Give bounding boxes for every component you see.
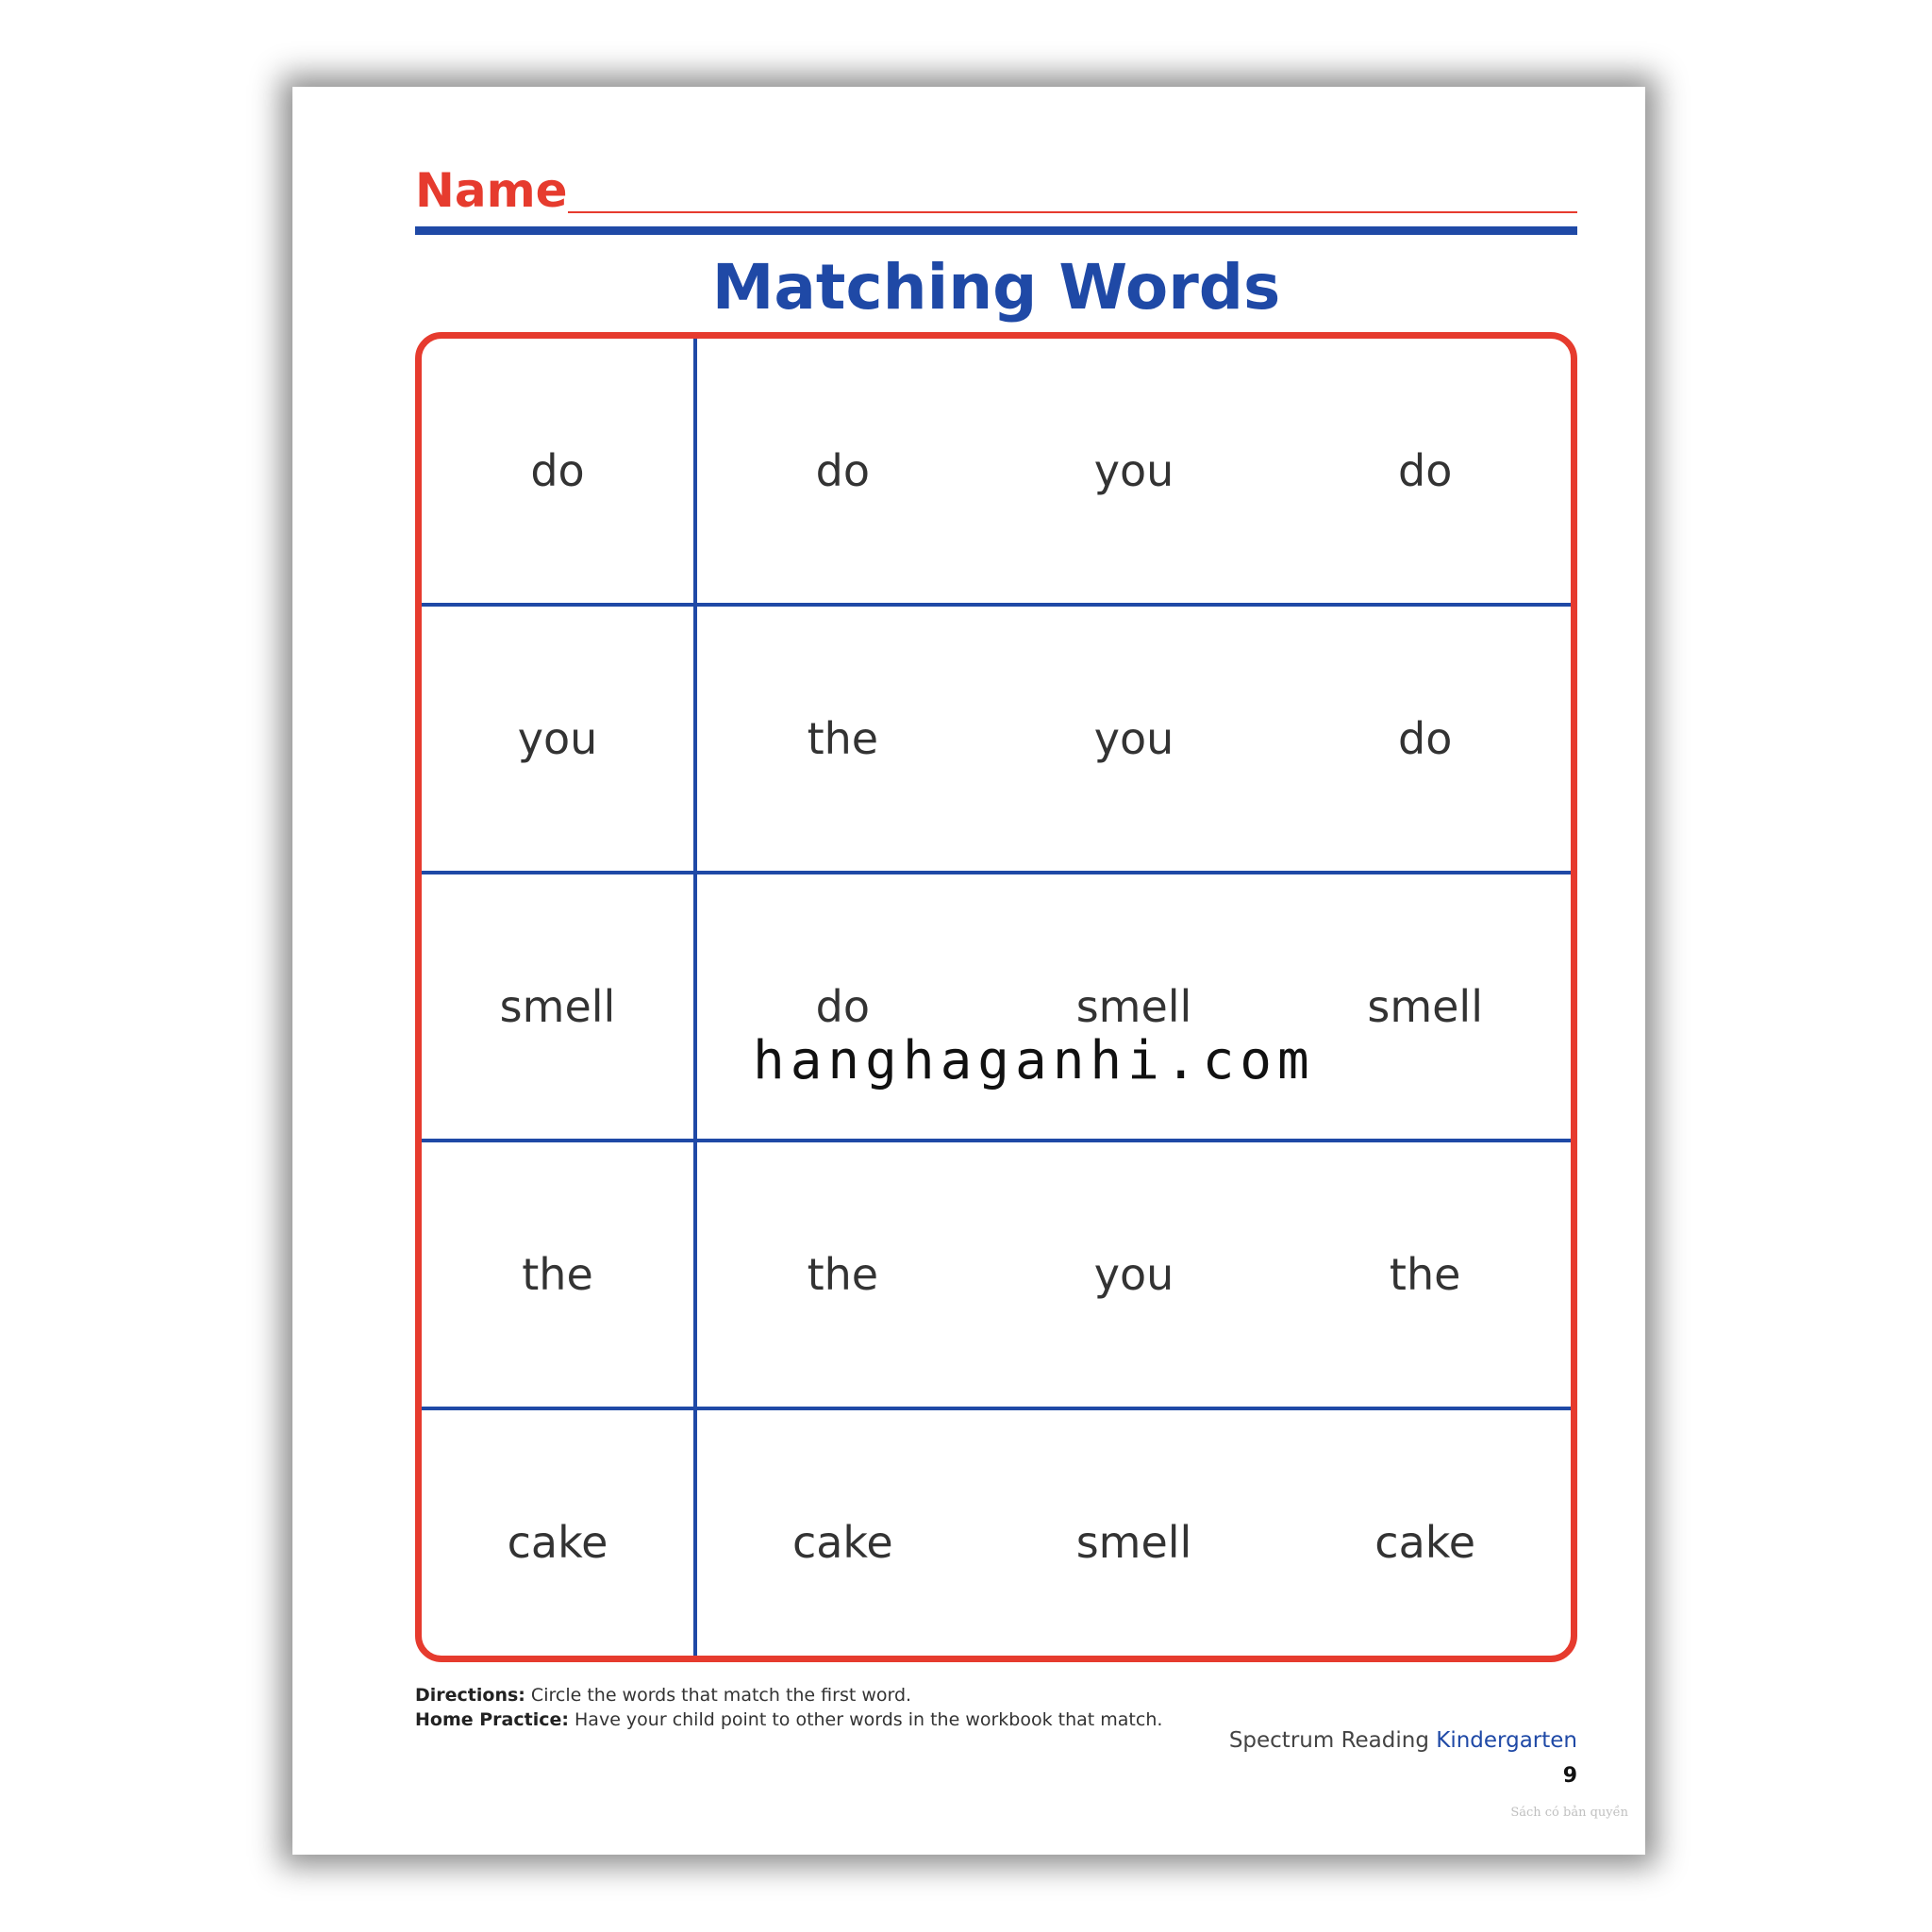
target-word: do: [422, 339, 697, 603]
brand-grade: Kindergarten: [1436, 1728, 1577, 1753]
worksheet-page: [292, 87, 1645, 1855]
choice-group: [697, 1410, 1571, 1662]
target-word: the: [422, 1142, 697, 1407]
matching-grid: [415, 332, 1577, 1662]
choice-group: [697, 874, 1571, 1139]
choice-word[interactable]: do: [815, 445, 870, 496]
directions-text: Circle the words that match the first word.: [525, 1685, 912, 1706]
copyright-stamp: Sách có bản quyền: [1510, 1806, 1628, 1820]
choice-word[interactable]: you: [1093, 445, 1174, 496]
home-practice-label: Home Practice:: [415, 1709, 569, 1730]
choice-word[interactable]: smell: [1075, 1517, 1192, 1568]
choice-word[interactable]: smell: [1075, 981, 1192, 1032]
name-label: Name: [415, 163, 568, 218]
home-practice-text: Have your child point to other words in the workbook that match.: [568, 1709, 1163, 1730]
choice-group: [697, 339, 1571, 603]
page-title: Matching Words: [711, 251, 1281, 324]
grid-row: [422, 339, 1571, 603]
choice-group: [697, 607, 1571, 871]
grid-row: [422, 1407, 1571, 1662]
choice-word[interactable]: smell: [1367, 981, 1483, 1032]
target-word: cake: [422, 1410, 697, 1662]
book-brand: [1229, 1728, 1577, 1753]
directions-label: Directions:: [415, 1685, 525, 1706]
header-rule: [415, 226, 1577, 235]
grid-row: [422, 871, 1571, 1139]
target-word: smell: [422, 874, 697, 1139]
site-watermark: hanghaganhi.com: [753, 1030, 1315, 1091]
name-field-row: [415, 153, 1577, 228]
choice-word[interactable]: cake: [791, 1517, 893, 1568]
grid-row: [422, 1139, 1571, 1407]
directions-block: [415, 1683, 1577, 1732]
grid-row: [422, 603, 1571, 871]
page-number: 9: [1562, 1764, 1577, 1788]
choice-word[interactable]: do: [1398, 445, 1453, 496]
choice-word[interactable]: the: [807, 1249, 879, 1300]
choice-word[interactable]: you: [1093, 1249, 1174, 1300]
choice-word[interactable]: the: [1389, 1249, 1461, 1300]
target-word: you: [422, 607, 697, 871]
brand-name: Spectrum Reading: [1228, 1728, 1437, 1753]
name-write-line: [568, 211, 1577, 213]
choice-word[interactable]: the: [807, 713, 879, 764]
directions-line: [415, 1683, 1577, 1707]
choice-word[interactable]: you: [1093, 713, 1174, 764]
choice-word[interactable]: do: [815, 981, 870, 1032]
choice-word[interactable]: do: [1398, 713, 1453, 764]
choice-word[interactable]: cake: [1374, 1517, 1476, 1568]
choice-group: [697, 1142, 1571, 1407]
